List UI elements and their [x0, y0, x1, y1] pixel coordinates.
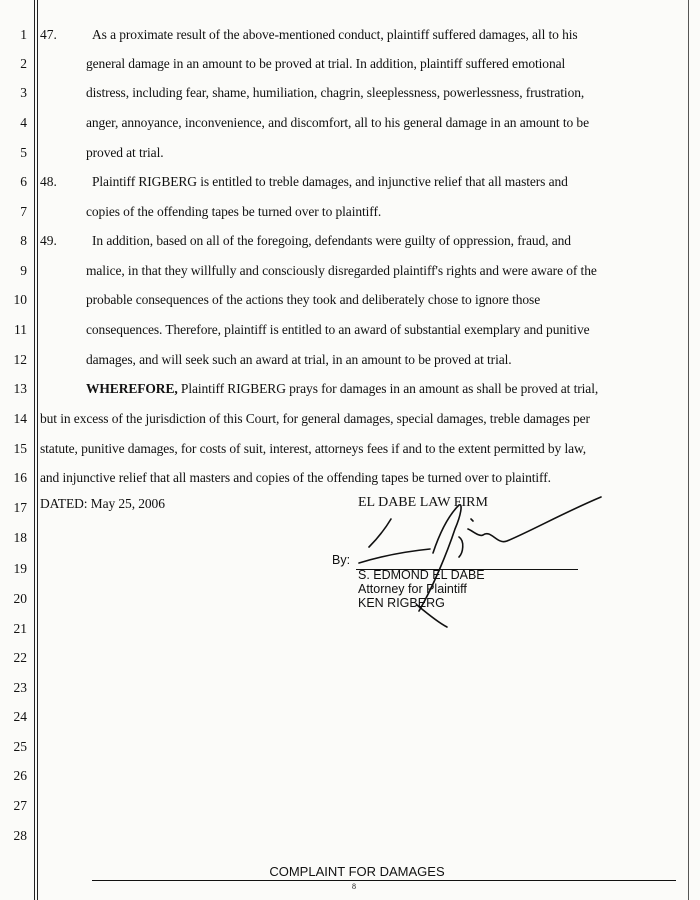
footer-title: COMPLAINT FOR DAMAGES: [269, 864, 445, 879]
line-number: 28: [13, 828, 27, 843]
paragraph-number: 49.: [40, 233, 57, 248]
paragraph-line: general damage in an amount to be proved at trial. In addition, plaintiff suffered emotional: [86, 56, 566, 71]
line-number: 16: [13, 470, 27, 485]
line-number: 25: [13, 739, 27, 754]
line-number: 27: [13, 798, 27, 813]
wherefore-first-line: [86, 381, 598, 397]
law-firm-name: EL DABE LAW FIRM: [358, 495, 488, 510]
line-number: 24: [13, 709, 27, 724]
paragraph-line: Plaintiff RIGBERG is entitled to treble damages, and injunctive relief that all masters and: [92, 174, 568, 189]
paragraph-number: 47.: [40, 27, 57, 42]
margin-rule-right: [688, 0, 689, 900]
paragraph-line: distress, including fear, shame, humiliation, chagrin, sleeplessness, powerlessness, frustration,: [86, 85, 585, 100]
paragraph-line: probable consequences of the actions they took and deliberately chose to ignore those: [86, 292, 541, 307]
handwritten-signature: [355, 495, 615, 630]
paragraph-line: damages, and will seek such an award at trial, in an amount to be proved at trial.: [86, 352, 512, 367]
line-number: 11: [14, 322, 27, 337]
signatory-client: KEN RIGBERG: [358, 596, 445, 610]
page-number: 8: [352, 882, 356, 891]
line-number: 2: [20, 56, 27, 71]
paragraph-line: and injunctive relief that all masters and copies of the offending tapes be turned over to plaintiff.: [40, 470, 551, 485]
line-number: 15: [13, 441, 27, 456]
line-number: 26: [13, 768, 27, 783]
paragraph-line: In addition, based on all of the foregoing, defendants were guilty of oppression, fraud, and: [92, 233, 571, 248]
line-number: 6: [20, 174, 27, 189]
line-number: 5: [20, 145, 27, 160]
line-number: 10: [13, 292, 27, 307]
margin-rule-left-inner: [37, 0, 38, 900]
footer-rule: [92, 880, 676, 881]
paragraph-line: consequences. Therefore, plaintiff is entitled to an award of substantial exemplary and punitive: [86, 322, 590, 337]
line-number: 19: [13, 561, 27, 576]
line-number: 14: [13, 411, 27, 426]
paragraph-line: malice, in that they willfully and consciously disregarded plaintiff's rights and were aware of the: [86, 263, 597, 278]
paragraph-line: copies of the offending tapes be turned over to plaintiff.: [86, 204, 382, 219]
margin-rule-left-outer: [34, 0, 35, 900]
line-number: 17: [13, 500, 27, 515]
line-number: 23: [13, 680, 27, 695]
line-number: 21: [13, 621, 27, 636]
paragraph-line: As a proximate result of the above-mentioned conduct, plaintiff suffered damages, all to his: [92, 27, 578, 42]
line-number: 8: [20, 233, 27, 248]
line-number: 12: [13, 352, 27, 367]
line-number: 3: [20, 85, 27, 100]
dated-line: DATED: May 25, 2006: [40, 496, 165, 511]
paragraph-line: statute, punitive damages, for costs of suit, interest, attorneys fees if and to the extent permitted by law,: [40, 441, 587, 456]
line-number: 9: [20, 263, 27, 278]
by-label: By:: [332, 553, 351, 567]
line-number: 7: [20, 204, 27, 219]
signatory-role: Attorney for Plaintiff: [358, 582, 467, 596]
wherefore-lead: WHEREFORE,: [86, 381, 178, 396]
paragraph-number: 48.: [40, 174, 57, 189]
line-number: 13: [13, 381, 27, 396]
line-number: 4: [20, 115, 27, 130]
line-number: 22: [13, 650, 27, 665]
paragraph-line: proved at trial.: [86, 145, 164, 160]
line-numbers: [0, 0, 30, 900]
line-number: 20: [13, 591, 27, 606]
line-number: 18: [13, 530, 27, 545]
line-number: 1: [20, 27, 27, 42]
paragraph-line: but in excess of the jurisdiction of this Court, for general damages, special damages, treble damages per: [40, 411, 590, 426]
wherefore-first-line-text: Plaintiff RIGBERG prays for damages in an amount as shall be proved at trial,: [177, 381, 599, 396]
paragraph-line: anger, annoyance, inconvenience, and discomfort, all to his general damage in an amount to be: [86, 115, 589, 130]
signatory-name: S. EDMOND EL DABE: [358, 568, 485, 582]
